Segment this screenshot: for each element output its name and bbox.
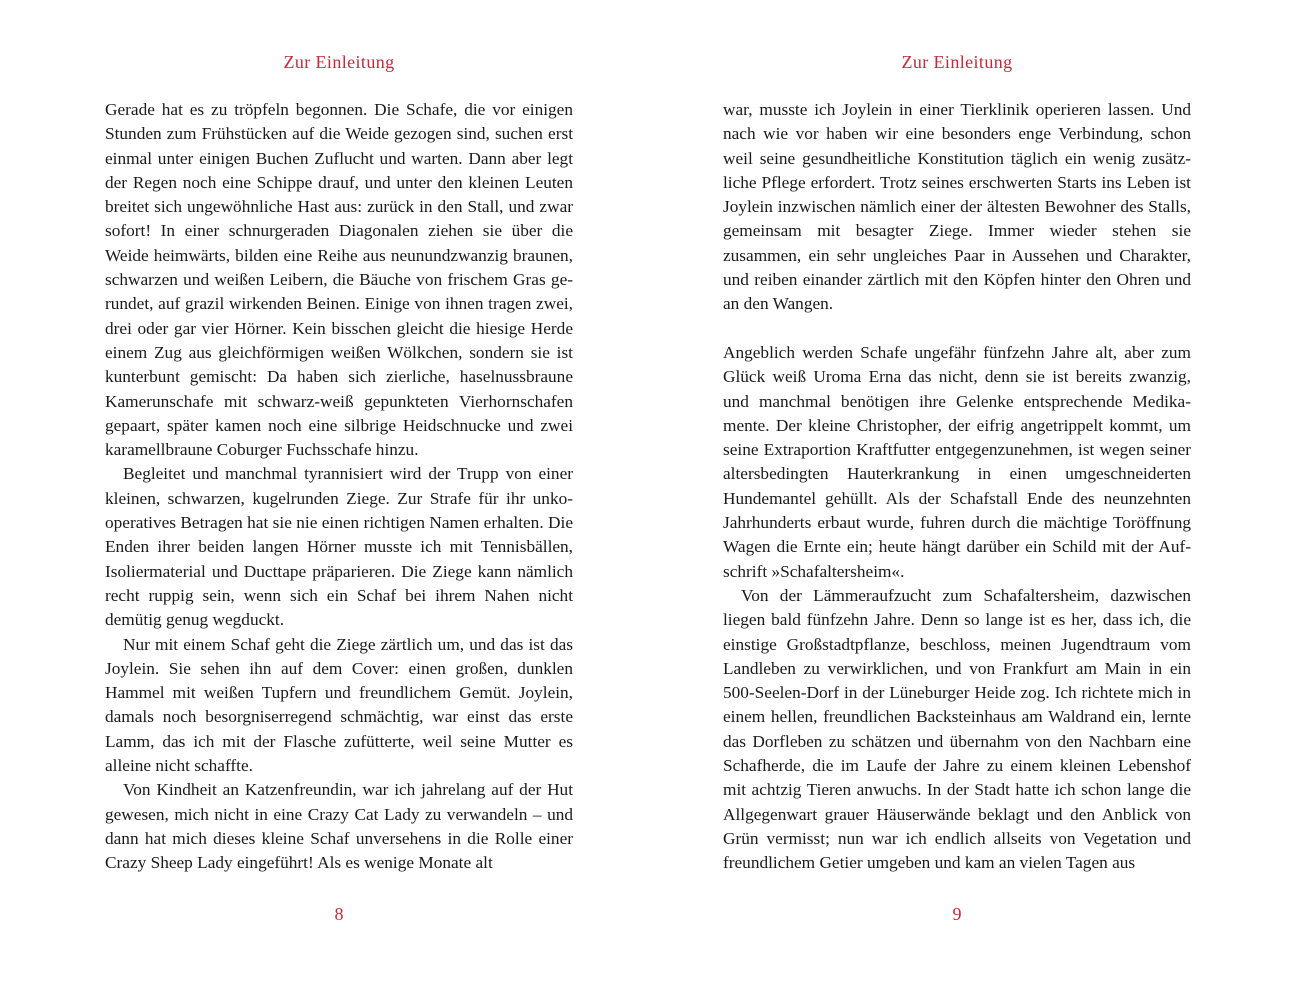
paragraph: Begleitet und manchmal tyrannisiert wird der Trupp von einer kleinen, schwarzen, kugelrunden Ziege. Zur Strafe für ihr unkooperatives Betragen hat sie nie einen richtigen Namen erhalten. Die Enden ihrer beiden langen Hörner musste ich mit Tennisbällen, Isoliermaterial und Ducttape präparieren. Die Ziege kann nämlich recht ruppig sein, wenn sich ein Schaf bei ihrem Nahen nicht demütig genug wegduckt. (105, 464, 573, 630)
paragraph: Von Kindheit an Katzenfreundin, war ich jahrelang auf der Hut gewesen, mich nicht in eine Crazy Cat Lady zu verwandeln – und dann hat mich dieses kleine Schaf unversehens in die Rolle einer Crazy Sheep Lady eingeführt! Als es wenige Monate alt (105, 780, 573, 873)
paragraph: Angeblich werden Schafe ungefähr fünfzehn Jahre alt, aber zum Glück weiß Uroma Erna das nicht, denn sie ist bereits zwanzig, und manchmal benötigen ihre Gelenke entsprechende Medikamente. Der kleine Christopher, der eifrig angetrippelt kommt, um seine Extraportion Kraftfutter entgegenzunehmen, ist wegen seiner altersbedingten Hauterkrankung in einen umgeschneiderten Hundemantel gehüllt. Als der Schafstall Ende des neunzehnten Jahrhunderts erbaut wurde, fuhren durch die mächtige Toröffnung Wagen die Ernte ein; heute hängt darüber ein Schild mit der Aufschrift »Schafaltersheim«. (723, 342, 1191, 581)
body-text (105, 98, 573, 876)
running-head: Zur Einleitung (901, 52, 1013, 72)
page-number: 8 (334, 904, 344, 924)
running-head: Zur Einleitung (283, 52, 395, 72)
body-text (723, 98, 1191, 876)
paragraph: war, musste ich Joylein in einer Tierklinik operieren lassen. Und nach wie vor haben wir eine besonders enge Verbindung, schon weil seine gesundheitliche Konstitution täglich ein wenig zusätzliche Pflege erfordert. Trotz seines erschwerten Starts ins Leben ist Joylein inzwischen nämlich einer der ältesten Bewohner des Stalls, gemeinsam mit besagter Ziege. Immer wieder stehen sie zusammen, ein sehr ungleiches Paar in Aussehen und Charakter, und reiben einander zärtlich mit den Köpfen hinter den Ohren und an den Wangen. (723, 100, 1191, 314)
left-page (105, 0, 573, 1000)
paragraph: Von der Lämmeraufzucht zum Schafaltersheim, dazwischen liegen bald fünfzehn Jahre. Denn so lange ist es her, dass ich, die einstige Großstadtpflanze, beschloss, meinen Jugendtraum vom Landleben zu verwirklichen, und von Frankfurt am Main in ein 500-Seelen-Dorf in der Lüneburger Heide zog. Ich richtete mich in einem hellen, freundlichen Backsteinhaus am Waldrand ein, lernte das Dorfleben zu schätzen und übernahm von den Nachbarn eine Schafherde, die im Laufe der Jahre zu einem kleinen Lebenshof mit achtzig Tieren anwuchs. In der Stadt hatte ich schon lange die Allgegenwart grauer Häuserwände beklagt und den Anblick von Grün vermisst; nun war ich endlich allseits von Vegetation und freundlichem Getier umgeben und kam an vielen Tagen aus (723, 585, 1191, 873)
right-page (723, 0, 1191, 1000)
page-number: 9 (952, 904, 962, 924)
paragraph: Gerade hat es zu tröpfeln begonnen. Die Schafe, die vor einigen Stunden zum Frühstücken auf die Weide gezogen sind, suchen erst einmal unter einigen Buchen Zuflucht und warten. Dann aber legt der Regen noch eine Schippe drauf, und unter den kleinen Leuten breitet sich ungewöhnliche Hast aus: zurück in den Stall, und zwar sofort! In einer schnurgeraden Diagonalen ziehen sie über die Weide heimwärts, bilden eine Reihe aus neunundzwanzig braunen, schwarzen und weißen Leibern, die Bäuche von frischem Gras gerundet, auf grazil wirkenden Beinen. Einige von ihnen tragen zwei, drei oder gar vier Hörner. Kein bisschen gleicht die hiesige Herde einem Zug aus gleichförmigen weißen Wölkchen, sondern sie ist kunterbunt gemischt: Da haben sich zierliche, haselnussbraune Kamerunschafe mit schwarz-weiß gepunkteten Vierhornschafen gepaart, später kamen noch eine silbrige Heidschnucke und zwei karamellbraune Coburger Fuchsschafe hinzu. (105, 100, 573, 460)
paragraph: Nur mit einem Schaf geht die Ziege zärtlich um, und das ist das Joylein. Sie sehen ihn auf dem Cover: einen großen, dunklen Hammel mit weißen Tupfern und freundlichem Gemüt. Joylein, damals noch besorgniserregend schmächtig, war einst das erste Lamm, das ich mit der Flasche zufütterte, weil seine Mutter es alleine nicht schaffte. (105, 634, 573, 776)
